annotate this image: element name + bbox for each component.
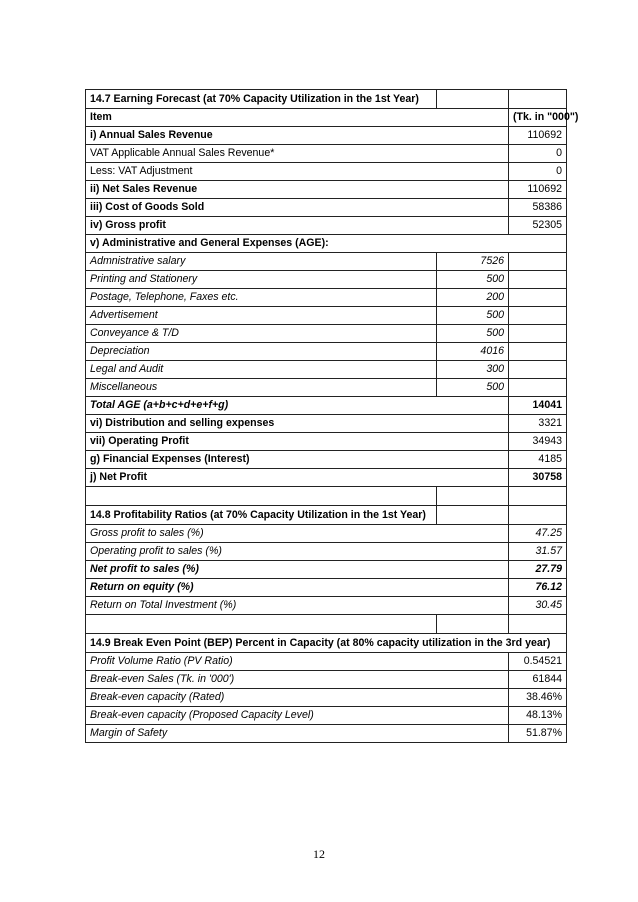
- row-label: Miscellaneous: [86, 379, 437, 397]
- table-row: [86, 235, 567, 253]
- row-subvalue: 500: [437, 379, 509, 397]
- row-value: 0: [509, 145, 567, 163]
- table-row: [86, 217, 567, 235]
- table-row: [86, 379, 567, 397]
- table-row: [86, 451, 567, 469]
- header-unit: (Tk. in "000"): [509, 109, 567, 127]
- table-row: [86, 181, 567, 199]
- section-title: 14.9 Break Even Point (BEP) Percent in Capacity (at 80% capacity utilization in the 3rd year): [86, 634, 567, 653]
- table-row: [86, 597, 567, 615]
- table-row: [86, 397, 567, 415]
- row-label: Advertisement: [86, 307, 437, 325]
- section-title-row: [86, 506, 567, 525]
- row-label: Net profit to sales (%): [86, 561, 509, 579]
- row-subvalue: 200: [437, 289, 509, 307]
- row-label: Total AGE (a+b+c+d+e+f+g): [86, 397, 509, 415]
- row-label: Legal and Audit: [86, 361, 437, 379]
- row-value: 0: [509, 163, 567, 181]
- row-value: 14041: [509, 397, 567, 415]
- row-value: 48.13%: [509, 707, 567, 725]
- section-title-row: [86, 634, 567, 653]
- row-label: Conveyance & T/D: [86, 325, 437, 343]
- row-value: 3321: [509, 415, 567, 433]
- row-value: 47.25: [509, 525, 567, 543]
- row-label: VAT Applicable Annual Sales Revenue*: [86, 145, 509, 163]
- row-subvalue: 300: [437, 361, 509, 379]
- row-label: i) Annual Sales Revenue: [86, 127, 509, 145]
- row-value: 110692: [509, 181, 567, 199]
- row-value: 30.45: [509, 597, 567, 615]
- row-label: Break-even capacity (Proposed Capacity Level): [86, 707, 509, 725]
- row-label: Return on equity (%): [86, 579, 509, 597]
- header-item: Item: [86, 109, 509, 127]
- row-label: iv) Gross profit: [86, 217, 509, 235]
- table-row: [86, 689, 567, 707]
- table-row: [86, 469, 567, 487]
- table-row: [86, 725, 567, 743]
- section-title: 14.7 Earning Forecast (at 70% Capacity Utilization in the 1st Year): [86, 90, 437, 109]
- table-row: [86, 271, 567, 289]
- table-row: [86, 325, 567, 343]
- table-row: [86, 707, 567, 725]
- section-title: 14.8 Profitability Ratios (at 70% Capacity Utilization in the 1st Year): [86, 506, 437, 525]
- row-label: Return on Total Investment (%): [86, 597, 509, 615]
- row-value: 58386: [509, 199, 567, 217]
- row-label: vi) Distribution and selling expenses: [86, 415, 509, 433]
- table-row: [86, 433, 567, 451]
- row-label: ii) Net Sales Revenue: [86, 181, 509, 199]
- row-label: Break-even Sales (Tk. in '000'): [86, 671, 509, 689]
- table-row: [86, 253, 567, 271]
- earning-forecast-table: [85, 89, 579, 743]
- row-label: Postage, Telephone, Faxes etc.: [86, 289, 437, 307]
- row-label: Printing and Stationery: [86, 271, 437, 289]
- table-row: [86, 415, 567, 433]
- row-subvalue: 500: [437, 271, 509, 289]
- row-label: j) Net Profit: [86, 469, 509, 487]
- table-row: [86, 163, 567, 181]
- row-value: 30758: [509, 469, 567, 487]
- table-row: [86, 343, 567, 361]
- table-row: [86, 543, 567, 561]
- row-value: 61844: [509, 671, 567, 689]
- table-row: [86, 653, 567, 671]
- table-row: [86, 671, 567, 689]
- row-subvalue: 4016: [437, 343, 509, 361]
- row-label: Gross profit to sales (%): [86, 525, 509, 543]
- page-number: 12: [313, 847, 325, 861]
- row-value: 38.46%: [509, 689, 567, 707]
- table-row: [86, 289, 567, 307]
- table-row: [86, 145, 567, 163]
- row-value: 0.54521: [509, 653, 567, 671]
- table-row: [86, 307, 567, 325]
- row-subvalue: 500: [437, 325, 509, 343]
- row-label: g) Financial Expenses (Interest): [86, 451, 509, 469]
- row-label: iii) Cost of Goods Sold: [86, 199, 509, 217]
- table-row: [86, 199, 567, 217]
- row-label: Break-even capacity (Rated): [86, 689, 509, 707]
- table-row: [86, 361, 567, 379]
- row-label: Profit Volume Ratio (PV Ratio): [86, 653, 509, 671]
- row-label: v) Administrative and General Expenses (AGE):: [86, 235, 567, 253]
- row-subvalue: 500: [437, 307, 509, 325]
- row-value: 4185: [509, 451, 567, 469]
- row-label: Depreciation: [86, 343, 437, 361]
- table-row: [86, 579, 567, 597]
- row-value: 110692: [509, 127, 567, 145]
- row-label: Operating profit to sales (%): [86, 543, 509, 561]
- table-row: [86, 525, 567, 543]
- spacer-row: [86, 615, 567, 634]
- row-value: 52305: [509, 217, 567, 235]
- row-value: 27.79: [509, 561, 567, 579]
- table-row: [86, 561, 567, 579]
- table-header-row: [86, 109, 567, 127]
- table-row: [86, 127, 567, 145]
- row-value: 76.12: [509, 579, 567, 597]
- row-value: 34943: [509, 433, 567, 451]
- row-label: vii) Operating Profit: [86, 433, 509, 451]
- section-title-row: [86, 90, 567, 109]
- row-label: Margin of Safety: [86, 725, 509, 743]
- row-subvalue: 7526: [437, 253, 509, 271]
- row-label: Less: VAT Adjustment: [86, 163, 509, 181]
- spacer-row: [86, 487, 567, 506]
- row-label: Admnistrative salary: [86, 253, 437, 271]
- row-value: 51.87%: [509, 725, 567, 743]
- row-value: 31.57: [509, 543, 567, 561]
